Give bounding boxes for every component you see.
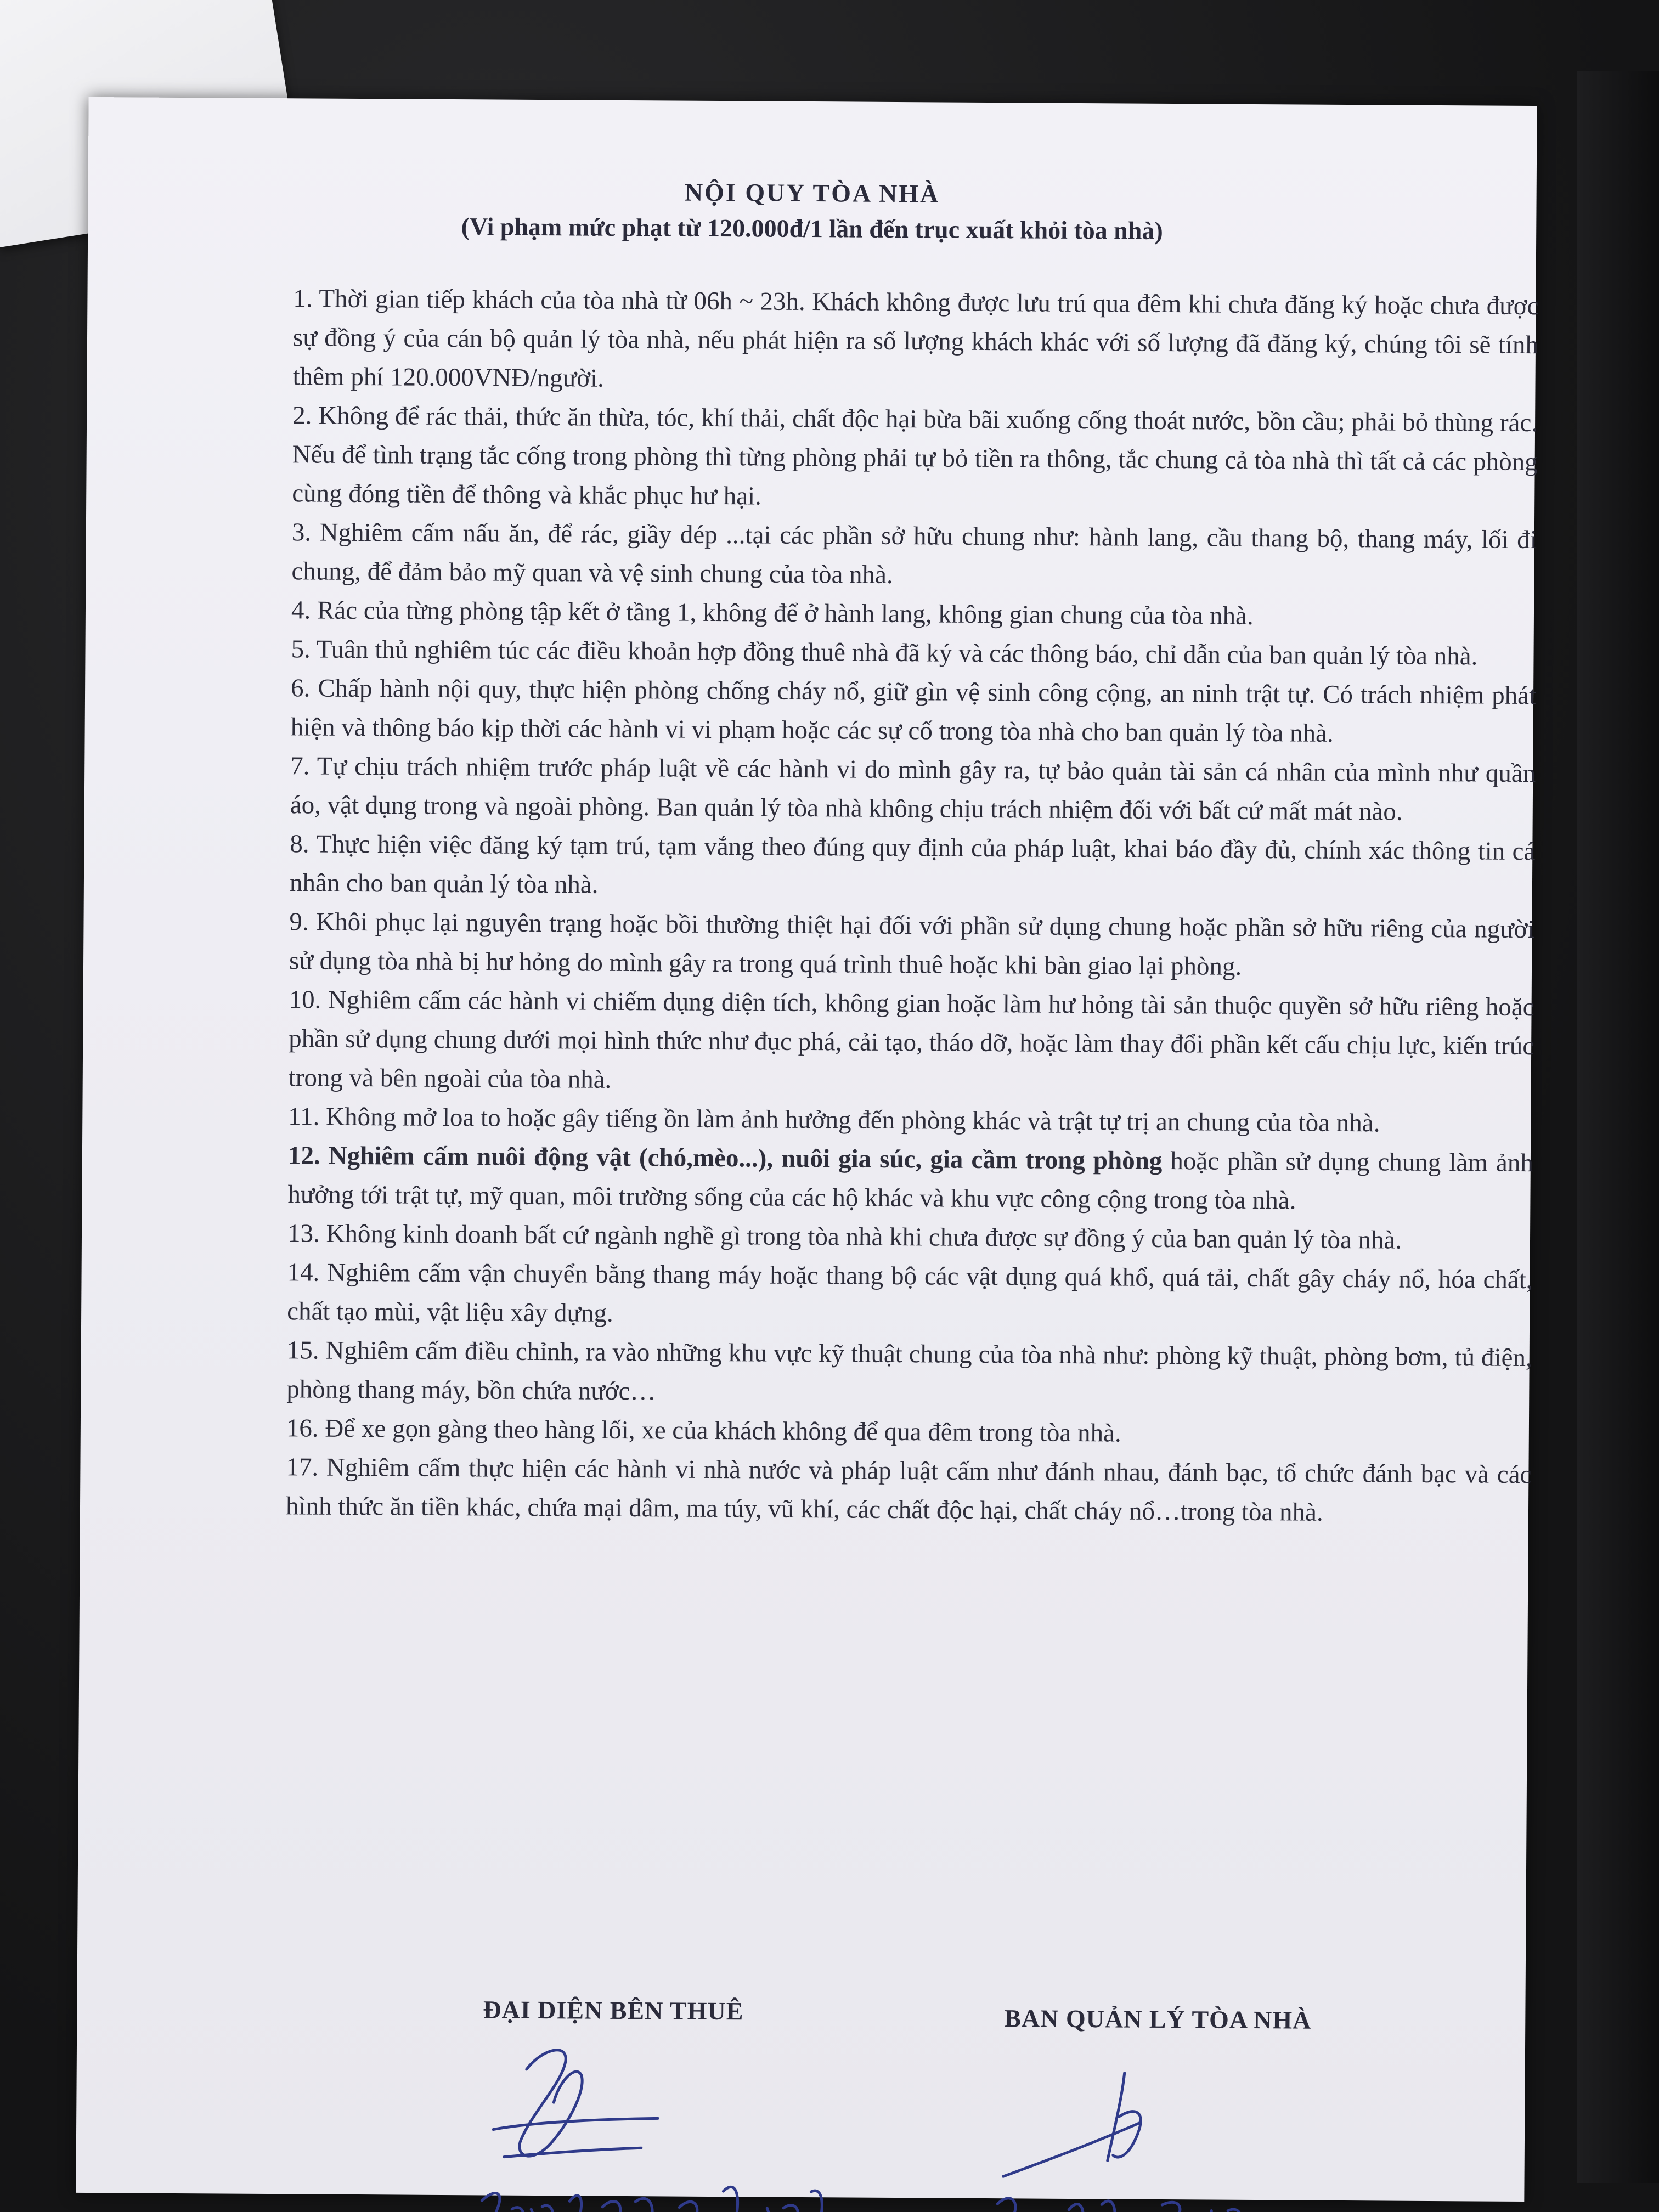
rules-list (286, 279, 1539, 1533)
tenant-representative-label: ĐẠI DIỆN BÊN THUÊ (483, 1995, 744, 2025)
rule-item-13: 13. Không kinh doanh bất cứ ngành nghề gì trong tòa nhà khi chưa được sự đồng ý của ban quản lý tòa nhà. (287, 1219, 1402, 1255)
rule-item-14: 14. Nghiêm cấm vận chuyển bằng thang máy hoặc thang bộ các vật dụng quá khổ, quá tải, chất gây cháy nổ, hóa chất, chất tạo mùi, vật liệu xây dựng. (287, 1258, 1533, 1328)
desk-edge (1577, 71, 1659, 2183)
rule-item-9: 9. Khôi phục lại nguyên trạng hoặc bồi thường thiệt hại đối với phần sử dụng chung hoặc phần sở hữu riêng của người sử dụng tòa nhà bị hư hỏng do mình gây ra trong quá trình thuê hoặc khi bàn giao lại phòng. (289, 907, 1535, 981)
rule-item-10: 10. Nghiêm cấm các hành vi chiếm dụng diện tích, không gian hoặc làm hư hỏng tài sản thuộc quyền sở hữu riêng hoặc phần sử dụng chung dưới mọi hình thức như đục phá, cải tạo, tháo dỡ, hoặc làm thay đổi phần kết cấu chịu lực, kiến trúc trong và bên ngoài của tòa nhà. (288, 985, 1534, 1094)
rule-item-5: 5. Tuân thủ nghiêm túc các điều khoản hợp đồng thuê nhà đã ký và các thông báo, chỉ dẫn của ban quản lý tòa nhà. (291, 635, 1478, 671)
rule-item-8: 8. Thực hiện việc đăng ký tạm trú, tạm vắng theo đúng quy định của pháp luật, khai báo đầy đủ, chính xác thông tin cá nhân cho ban quản lý tòa nhà. (289, 830, 1536, 899)
rule-item-15: 15. Nghiêm cấm điều chỉnh, ra vào những khu vực kỹ thuật chung của tòa nhà như: phòng kỹ thuật, phòng bơm, tủ điện, phòng thang máy, bồn chứa nước… (286, 1336, 1532, 1406)
rule-item-16: 16. Để xe gọn gàng theo hàng lối, xe của khách không để qua đêm trong tòa nhà. (286, 1414, 1121, 1448)
building-management-label: BAN QUẢN LÝ TÒA NHÀ (1004, 2004, 1312, 2034)
rule-item-11: 11. Không mở loa to hoặc gây tiếng ồn làm ảnh hưởng đến phòng khác và trật tự trị an chung của tòa nhà. (288, 1102, 1380, 1138)
rule-item-17: 17. Nghiêm cấm thực hiện các hành vi nhà nước và pháp luật cấm như đánh nhau, đánh bạc, tổ chức đánh bạc và các hình thức ăn tiền khác, chứa mại dâm, ma túy, vũ khí, các chất độc hại, chất cháy nổ…trong tòa nhà. (285, 1453, 1532, 1527)
rule-item-4: 4. Rác của từng phòng tập kết ở tầng 1, không để ở hành lang, không gian chung của tòa nhà. (291, 596, 1254, 630)
document-title: NỘI QUY TÒA NHÀ (684, 178, 940, 208)
rule-item-12 (287, 1136, 1533, 1222)
document-subtitle: (Vi phạm mức phạt từ 120.000đ/1 lần đến trục xuất khỏi tòa nhà) (461, 212, 1163, 245)
rule-item-7: 7. Tự chịu trách nhiệm trước pháp luật về các hành vi do mình gây ra, tự bảo quản tài sản cá nhân của mình như quần áo, vật dụng trong và ngoài phòng. Ban quản lý tòa nhà không chịu trách nhiệm đối với bất cứ mất mát nào. (290, 752, 1536, 826)
rule-12-bold-text: 12. Nghiêm cấm nuôi động vật (chó,mèo...), nuôi gia súc, gia cầm trong phòng (287, 1141, 1163, 1175)
document-sheet (76, 97, 1537, 2202)
manager-signature (981, 2050, 1366, 2212)
rule-item-1: 1. Thời gian tiếp khách của tòa nhà từ 06h ~ 23h. Khách không được lưu trú qua đêm khi chưa đăng ký hoặc chưa được sự đồng ý của cán bộ quản lý tòa nhà, nếu phát hiện ra số lượng khách khác với số lượng đã đăng ký, chúng tôi sẽ tính thêm phí 120.000VNĐ/người. (292, 284, 1539, 393)
rule-item-2: 2. Không để rác thải, thức ăn thừa, tóc, khí thải, chất độc hại bừa bãi xuống cống thoát nước, bồn cầu; phải bỏ thùng rác. Nếu để tình trạng tắc cống trong phòng thì từng phòng phải tự bỏ tiền ra thông, tắc chung cả tòa nhà thì tất cả các phòng cùng đóng tiền để thông và khắc phục hư hại. (292, 401, 1538, 511)
rule-item-3: 3. Nghiêm cấm nấu ăn, để rác, giầy dép ...tại các phần sở hữu chung như: hành lang, cầu thang bộ, thang máy, lối đi chung, để đảm bảo mỹ quan và vệ sinh chung của tòa nhà. (291, 518, 1537, 589)
rule-item-6: 6. Chấp hành nội quy, thực hiện phòng chống cháy nổ, giữ gìn vệ sinh công cộng, an ninh trật tự. Có trách nhiệm phát hiện và thông báo kịp thời các hành vi vi phạm hoặc các sự cố trong tòa nhà cho ban quản lý tòa nhà. (290, 674, 1537, 748)
tenant-signature (460, 2025, 900, 2212)
rule-12-text: hoặc phần sử dụng chung làm ảnh hưởng tới trật tự, mỹ quan, môi trường sống của các hộ khác và khu vực công cộng trong tòa nhà. (287, 1146, 1534, 1215)
